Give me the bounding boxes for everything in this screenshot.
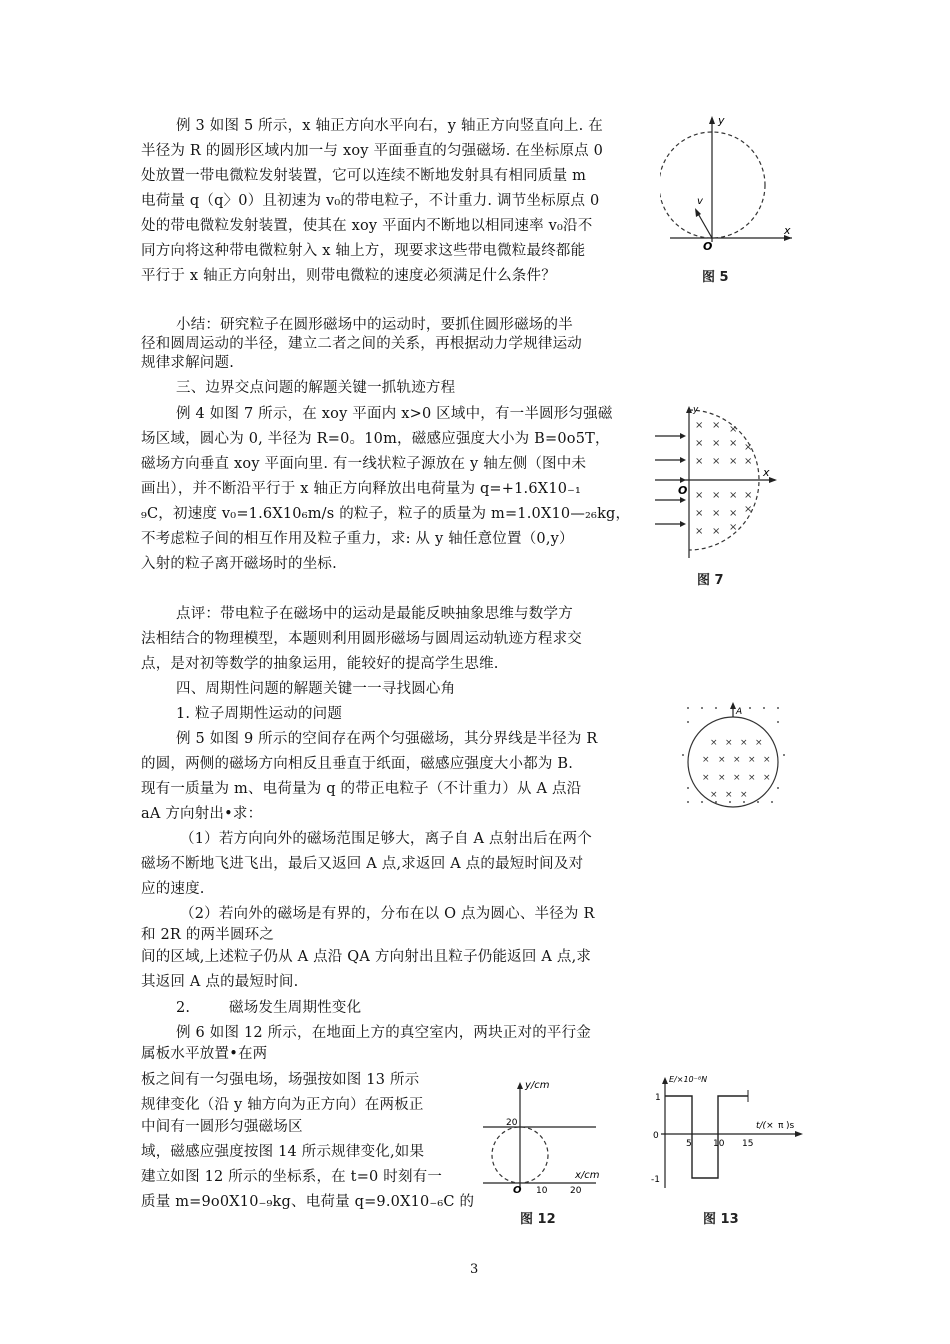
fig12-y-arrow	[517, 1082, 523, 1089]
ex3-line-2: 半径为 R 的圆形区域内加一与 xoy 平面垂直的匀强磁场. 在坐标原点 0	[141, 143, 604, 159]
comment-line-3: 点，是对初等数学的抽象运用，能较好的提高学生思维.	[141, 656, 499, 672]
fig12-origin-label: O	[513, 1185, 522, 1196]
svg-text:×: ×	[710, 738, 718, 748]
fig13-tick-5: 5	[686, 1139, 692, 1149]
svg-text:×: ×	[740, 738, 748, 748]
ex5-part2-line-4: 其返回 A 点的最短时间.	[141, 974, 299, 990]
fig7-origin-label: O	[678, 484, 688, 497]
svg-text:×: ×	[729, 508, 738, 519]
svg-text:×: ×	[763, 755, 771, 765]
svg-text:×: ×	[712, 456, 721, 467]
svg-text:×: ×	[712, 438, 721, 449]
fig13-tick-neg1: -1	[651, 1175, 660, 1185]
fig12-tick-x10: 10	[536, 1186, 548, 1196]
fig7-x-label: x	[763, 466, 770, 479]
fig5-x-label: x	[784, 224, 791, 237]
svg-text:×: ×	[740, 790, 748, 800]
fig13-pi-label: π	[778, 1121, 784, 1131]
fig9-crosses	[702, 738, 771, 800]
svg-text:×: ×	[748, 755, 756, 765]
ex5-line-2: 的圆，两侧的磁场方向相反且垂直于纸面，磁感应强度大小都为 B.	[141, 756, 574, 772]
fig13-e-waveform	[665, 1096, 748, 1178]
section-4-heading: 四、周期性问题的解题关键一一寻找圆心角	[176, 681, 456, 697]
ex3-line-4: 电荷量 q（q〉0）且初速为 v₀的带电粒子，不计重力. 调节坐标原点 0	[141, 193, 600, 209]
svg-text:×: ×	[712, 508, 721, 519]
ex5-part1-line-1: （1）若方向向外的磁场范围足够大，离子自 A 点射出后在两个	[180, 831, 592, 847]
ex4-line-4: 画出），并不断沿平行于 x 轴正方向释放出电荷量为 q=+1.6X10₋₁	[141, 481, 582, 497]
fig13-caption: 图 13	[703, 1212, 739, 1227]
ex6-line-4: 规律变化（沿 y 轴方向为正方向）在两板正	[141, 1097, 424, 1113]
ex5-part1-line-2: 磁场不断地飞进飞出，最后又返回 A 点,求返回 A 点的最短时间及对	[141, 856, 584, 872]
figure-9	[680, 700, 790, 810]
comment-line-1: 点评：带电粒子在磁场中的运动是最能反映抽象思维与数学方	[176, 606, 573, 622]
fig12-y-label: y/cm	[525, 1080, 550, 1091]
fig5-y-arrow	[709, 116, 715, 124]
ex5-part2-line-2: 和 2R 的两半圆环之	[141, 927, 275, 943]
svg-text:×: ×	[718, 773, 726, 783]
fig5-origin-label: O	[703, 240, 713, 253]
fig7-particle-beams	[655, 436, 684, 524]
ex4-line-3: 磁场方向垂直 xoy 平面向里. 有一线状粒子源放在 y 轴左侧（图中未	[141, 456, 587, 472]
svg-text:×: ×	[695, 420, 704, 431]
svg-text:×: ×	[695, 438, 704, 449]
svg-text:×: ×	[725, 738, 733, 748]
fig7-caption: 图 7	[697, 573, 724, 588]
svg-text:×: ×	[729, 456, 738, 467]
section-3-heading: 三、边界交点问题的解题关键一抓轨迹方程	[176, 380, 456, 396]
fig7-beam-arrows	[680, 433, 686, 527]
fig5-v-label: v	[697, 196, 703, 207]
section-4-2-number: 2.	[176, 1000, 191, 1016]
fig5-velocity-arrow	[695, 208, 701, 217]
fig13-tick-1: 1	[655, 1093, 661, 1103]
svg-text:×: ×	[729, 424, 738, 435]
fig7-x-arrow	[769, 477, 777, 483]
ex6-line-5: 中间有一圆形匀强磁场区	[141, 1119, 303, 1135]
ex3-line-3: 处放置一带电微粒发射装置，它可以连续不断地发射具有相同质量 m	[141, 168, 587, 184]
comment-line-2: 法相结合的物理模型，本题则利用圆形磁场与圆周运动轨迹方程求交	[141, 631, 582, 647]
summary-line-2: 径和圆周运动的半径，建立二者之间的关系，再根据动力学规律运动	[141, 336, 582, 352]
fig12-tick-x20: 20	[570, 1186, 582, 1196]
ex5-part2-line-1: （2）若向外的磁场是有界的，分布在以 O 点为圆心、半径为 R	[180, 906, 595, 922]
ex6-line-7: 建立如图 12 所示的坐标系，在 t=0 时刻有一	[141, 1169, 443, 1185]
svg-text:×: ×	[695, 526, 704, 537]
svg-text:×: ×	[695, 490, 704, 501]
svg-text:×: ×	[702, 755, 710, 765]
fig13-t-label: t/(×	[756, 1121, 774, 1131]
figure-7	[650, 398, 790, 568]
page-number: 3	[470, 1262, 479, 1277]
summary-line-1: 小结：研究粒子在圆形磁场中的运动时，要抓住圆形磁场的半	[176, 317, 573, 333]
svg-text:×: ×	[712, 420, 721, 431]
ex6-line-3: 板之间有一匀强电场，场强按如图 13 所示	[141, 1072, 420, 1088]
fig13-t-arrow	[795, 1131, 803, 1137]
ex3-line-7: 平行于 x 轴正方向射出，则带电微粒的速度必须满足什么条件？	[141, 268, 556, 284]
fig7-y-label: y	[693, 405, 699, 415]
ex4-line-7: 入射的粒子离开磁场时的坐标.	[141, 556, 337, 572]
figure-5	[660, 110, 800, 290]
svg-text:×: ×	[748, 773, 756, 783]
svg-text:×: ×	[744, 442, 753, 453]
svg-text:×: ×	[733, 773, 741, 783]
svg-text:×: ×	[744, 504, 753, 515]
ex6-line-2: 属板水平放置•在两	[141, 1046, 268, 1062]
fig5-caption: 图 5	[702, 270, 729, 285]
fig5-y-label: y	[718, 114, 725, 127]
fig13-e-arrow	[662, 1077, 668, 1084]
fig13-e-label: E/×10⁻⁸N	[669, 1075, 708, 1084]
svg-text:×: ×	[744, 456, 753, 467]
ex4-line-5: ₉C，初速度 v₀=1.6X10₆m/s 的粒子，粒子的质量为 m=1.0X10—₂₆kg，	[141, 506, 631, 522]
ex4-line-6: 不考虑粒子间的相互作用及粒子重力，求: 从 y 轴任意位置（0,y）	[141, 531, 574, 547]
fig13-s-label: )s	[786, 1121, 795, 1131]
ex5-line-4: aA 方向射出•求：	[141, 806, 263, 822]
svg-text:×: ×	[695, 508, 704, 519]
svg-text:×: ×	[755, 738, 763, 748]
section-4-2-heading: 磁场发生周期性变化	[229, 1000, 362, 1016]
ex5-part1-line-3: 应的速度.	[141, 881, 205, 897]
svg-text:×: ×	[729, 490, 738, 501]
ex6-line-8: 质量 m=9o0X10₋₉kg、电荷量 q=9.0X10₋₆C 的	[141, 1194, 475, 1210]
fig12-tick-20: 20	[506, 1118, 518, 1128]
fig13-origin-label: 0	[653, 1131, 659, 1141]
figure-13	[645, 1070, 810, 1195]
svg-text:×: ×	[744, 490, 753, 501]
ex3-line-5: 处的带电微粒发射装置，使其在 xoy 平面内不断地以相同速率 v₀沿不	[141, 218, 593, 234]
svg-text:×: ×	[712, 490, 721, 501]
ex5-line-3: 现有一质量为 m、电荷量为 q 的带正电粒子（不计重力）从 A 点沿	[141, 781, 582, 797]
fig13-tick-15-label: 15	[742, 1139, 754, 1149]
fig7-field-crosses	[695, 420, 752, 537]
figure-12	[478, 1075, 608, 1200]
ex3-line-1: 例 3 如图 5 所示，x 轴正方向水平向右，y 轴正方向竖直向上. 在	[176, 118, 603, 134]
fig9-a-label: A	[736, 707, 743, 717]
svg-text:×: ×	[729, 438, 738, 449]
fig13-tick-10: 10	[713, 1139, 725, 1149]
ex4-line-1: 例 4 如图 7 所示，在 xoy 平面内 x>0 区域中，有一半圆形匀强磁	[176, 406, 613, 422]
svg-text:×: ×	[710, 790, 718, 800]
svg-text:×: ×	[733, 755, 741, 765]
section-4-1-heading: 1. 粒子周期性运动的问题	[176, 706, 343, 722]
svg-text:×: ×	[763, 773, 771, 783]
ex5-line-1: 例 5 如图 9 所示的空间存在两个匀强磁场，其分界线是半径为 R	[176, 731, 598, 747]
fig12-x-label: x/cm	[575, 1170, 600, 1181]
svg-text:×: ×	[718, 755, 726, 765]
svg-text:×: ×	[702, 773, 710, 783]
ex5-part2-line-3: 间的区域,上述粒子仍从 A 点沿 QA 方向射出且粒子仍能返回 A 点,求	[141, 949, 592, 965]
svg-text:×: ×	[695, 456, 704, 467]
fig12-caption: 图 12	[520, 1212, 556, 1227]
ex6-line-1: 例 6 如图 12 所示，在地面上方的真空室内，两块正对的平行金	[176, 1025, 592, 1041]
svg-text:×: ×	[729, 522, 738, 533]
svg-text:×: ×	[712, 526, 721, 537]
ex4-line-2: 场区域，圆心为 0, 半径为 R=0。10m，磁感应强度大小为 B=0o5T，	[141, 431, 610, 447]
ex6-line-6: 域，磁感应强度按图 14 所示规律变化,如果	[141, 1144, 425, 1160]
ex3-line-6: 同方向将这种带电微粒射入 x 轴上方，现要求这些带电微粒最终都能	[141, 243, 586, 259]
svg-text:×: ×	[725, 790, 733, 800]
summary-line-3: 规律求解问题.	[141, 355, 235, 371]
